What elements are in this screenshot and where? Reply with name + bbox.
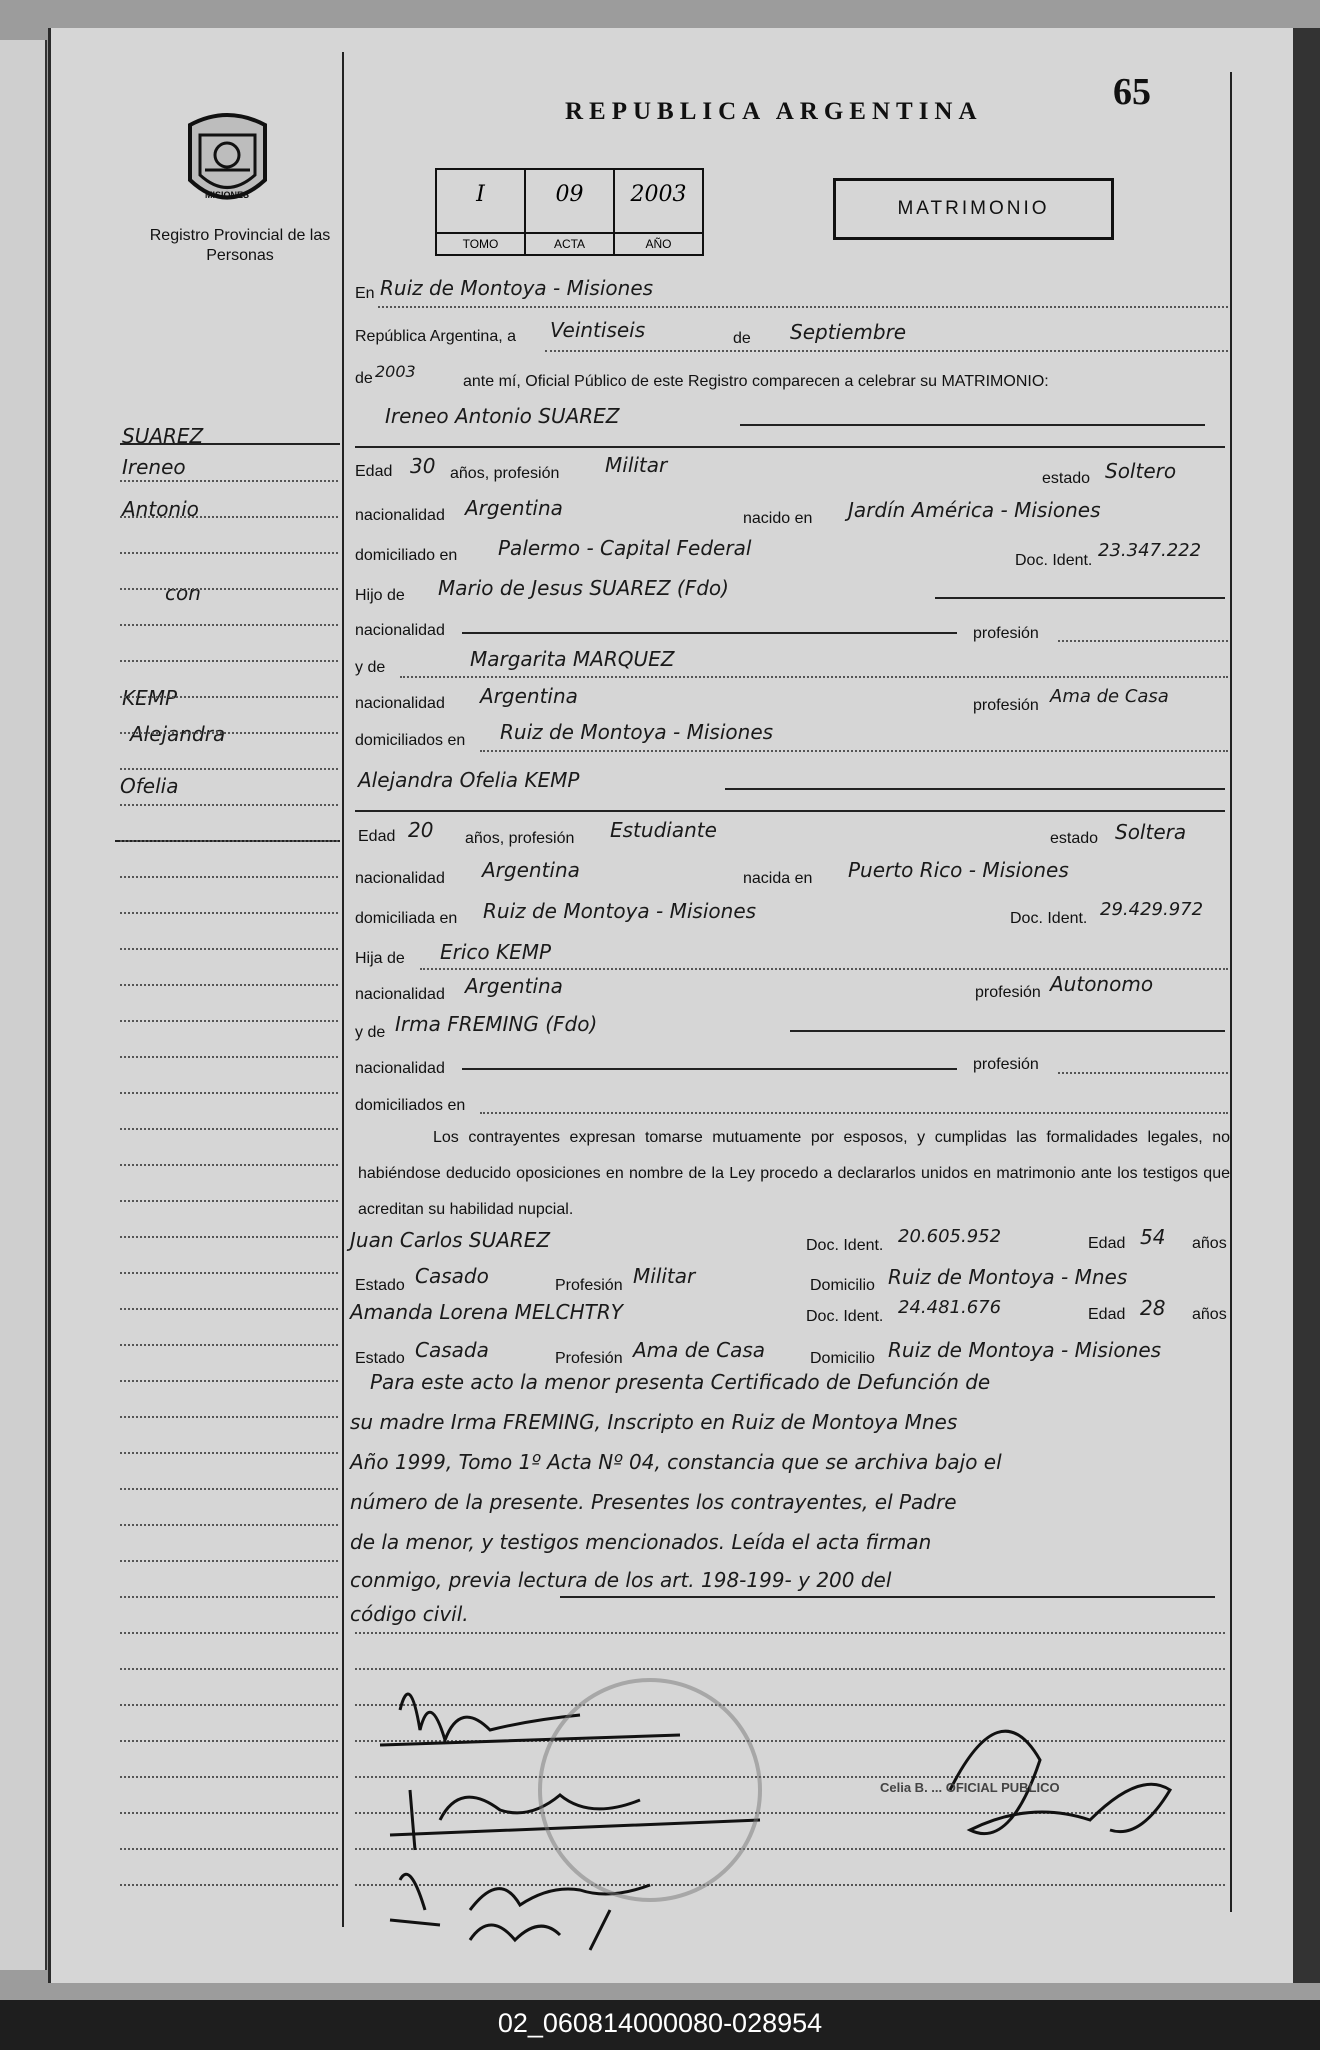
ruled-line [120, 768, 338, 770]
bride-padre: Erico KEMP [440, 940, 552, 964]
legal-declaration: Los contrayentes expresan tomarse mutuamente por esposos, y cumplidas las formalidades legales, no habiéndose deducido oposiciones en nombre de la Ley procedo a declararlos unidos en matrimonio ante los testigos que acreditan su habilidad nupcial. [358, 1129, 1230, 1218]
anio-label: AÑO [615, 232, 702, 254]
record-id-box [435, 168, 704, 256]
witness2-estado: Casada [415, 1338, 489, 1362]
signature-bride [390, 1790, 760, 1850]
note-line-1: Para este acto la menor presenta Certificado de Defunción de [370, 1370, 991, 1394]
bride-nacida-en: Puerto Rico - Misiones [848, 858, 1069, 882]
groom-profesion: Militar [605, 453, 668, 477]
bride-domicilio: Ruiz de Montoya - Misiones [483, 899, 757, 923]
witness1-estado: Casado [415, 1264, 489, 1288]
ruled-line [120, 1668, 338, 1670]
acta-value: 09 [555, 182, 584, 207]
witness2-anos: años [1192, 1306, 1227, 1323]
ruled-line [120, 1092, 338, 1094]
bride-padre-prof: Autonomo [1050, 972, 1154, 996]
intro-rest: ante mí, Oficial Público de este Registro comparecen a celebrar su MATRIMONIO: [463, 373, 1049, 390]
tomo-label: TOMO [437, 232, 524, 254]
groom-padres-dom-label: domiciliados en [355, 732, 466, 749]
ruled-line [120, 1020, 338, 1022]
groom-padre-nac-label: nacionalidad [355, 622, 445, 639]
groom-madre: Margarita MARQUEZ [470, 647, 675, 671]
ruled-line [120, 1200, 338, 1202]
act-type-box: MATRIMONIO [833, 178, 1114, 240]
groom-madre-nac: Argentina [480, 684, 578, 708]
bride-estado: Soltera [1115, 820, 1187, 844]
anio-value: 2003 [630, 182, 687, 207]
ruled-line [120, 1452, 338, 1454]
groom-estado: Soltero [1105, 459, 1177, 483]
witness1-doc-label: Doc. Ident. [806, 1237, 884, 1254]
margin-groom-name2: Antonio [122, 497, 199, 521]
witness2-domicilio: Ruiz de Montoya - Misiones [888, 1338, 1162, 1362]
bride-nac-label: nacionalidad [355, 870, 445, 887]
witness1-name: Juan Carlos SUAREZ [350, 1228, 551, 1252]
witness2-doc-label: Doc. Ident. [806, 1308, 884, 1325]
bride-doc-label: Doc. Ident. [1010, 910, 1088, 927]
hijo-label: Hijo de [355, 587, 405, 604]
witness1-profesion: Militar [633, 1264, 696, 1288]
ruled-line [120, 1344, 338, 1346]
month-value: Septiembre [790, 320, 907, 344]
ruled-line [120, 876, 338, 878]
groom-doc-label: Doc. Ident. [1015, 552, 1093, 569]
witness2-edad-label: Edad [1088, 1306, 1126, 1323]
ruled-line [120, 1128, 338, 1130]
witness2-edad: 28 [1140, 1296, 1166, 1320]
ruled-line [120, 1272, 338, 1274]
bride-estado-label: estado [1050, 830, 1099, 847]
ruled-line [120, 1740, 338, 1742]
margin-bride-name2: Ofelia [120, 774, 179, 798]
witness2-dom-label: Domicilio [810, 1350, 875, 1367]
groom-yde-label: y de [355, 659, 386, 676]
bride-madre-prof-label: profesión [973, 1056, 1039, 1073]
note-line-6: conmigo, previa lectura de los art. 198-199- y 200 del [350, 1568, 892, 1592]
groom-doc: 23.347.222 [1098, 540, 1202, 561]
de-label: de [733, 330, 751, 347]
bride-dom-label: domiciliada en [355, 910, 458, 927]
bride-nacida-label: nacida en [743, 870, 813, 887]
groom-estado-label: estado [1042, 470, 1091, 487]
groom-madre-prof-label: profesión [973, 697, 1039, 714]
margin-divider [342, 52, 344, 1927]
ruled-line [120, 624, 338, 626]
book-spine [1293, 28, 1320, 1983]
witness2-profesion: Ama de Casa [633, 1338, 766, 1362]
ruled-line [120, 1380, 338, 1382]
groom-nacido-label: nacido en [743, 510, 813, 527]
bride-padre-nac: Argentina [465, 974, 563, 998]
ruled-line [120, 912, 338, 914]
note-line-4: número de la presente. Presentes los contrayentes, el Padre [350, 1490, 957, 1514]
official-stamp-circle [540, 1680, 760, 1900]
ruled-line [120, 804, 338, 806]
groom-madre-nac-label: nacionalidad [355, 695, 445, 712]
seal-text: MISIONES [204, 190, 250, 200]
ruled-line [120, 480, 338, 482]
day-value: Veintiseis [550, 318, 646, 342]
witness1-anos: años [1192, 1235, 1227, 1252]
witness2-doc: 24.481.676 [898, 1297, 1002, 1318]
ruled-line [120, 1704, 338, 1706]
ruled-line [120, 1056, 338, 1058]
hija-label: Hija de [355, 950, 405, 967]
ruled-line [120, 840, 338, 842]
ruled-line [120, 732, 338, 734]
witness1-doc: 20.605.952 [898, 1226, 1002, 1247]
page-number: 65 [1113, 71, 1151, 113]
bride-doc: 29.429.972 [1100, 899, 1204, 920]
groom-edad: 30 [410, 454, 436, 478]
margin-con: con [165, 581, 201, 605]
witness1-dom-label: Domicilio [810, 1277, 875, 1294]
right-border [1230, 72, 1232, 1912]
witness1-prof-label: Profesión [555, 1277, 623, 1294]
bride-yde-label: y de [355, 1024, 386, 1041]
bride-madre-nac-label: nacionalidad [355, 1060, 445, 1077]
ruled-line [120, 1416, 338, 1418]
ruled-line [120, 660, 338, 662]
signatures [350, 1670, 1230, 1965]
bride-padres-dom-label: domiciliados en [355, 1097, 466, 1114]
document-title: REPUBLICA ARGENTINA [565, 98, 983, 125]
ruled-line [120, 1308, 338, 1310]
groom-dom-label: domiciliado en [355, 547, 458, 564]
witness1-edad-label: Edad [1088, 1235, 1126, 1252]
ruled-line [120, 1164, 338, 1166]
note-line-3: Año 1999, Tomo 1º Acta Nº 04, constancia que se archiva bajo el [350, 1450, 1002, 1474]
bride-profesion: Estudiante [610, 818, 717, 842]
ruled-line [120, 516, 338, 518]
groom-nacionalidad: Argentina [465, 496, 563, 520]
ruled-line [120, 948, 338, 950]
note-line-5: de la menor, y testigos mencionados. Leída el acta firman [350, 1530, 932, 1554]
bride-edad: 20 [408, 818, 434, 842]
bride-madre: Irma FREMING (Fdo) [395, 1012, 598, 1036]
signature-witness2 [390, 1910, 610, 1950]
ruled-line [120, 1488, 338, 1490]
groom-full-name: Ireneo Antonio SUAREZ [385, 404, 620, 428]
groom-edad-label: Edad [355, 463, 393, 480]
witness2-prof-label: Profesión [555, 1350, 623, 1367]
bride-prof-label: años, profesión [465, 830, 575, 847]
groom-domicilio: Palermo - Capital Federal [498, 536, 752, 560]
witness2-estado-label: Estado [355, 1350, 405, 1367]
ruled-line [355, 1632, 1225, 1634]
acta-label: ACTA [526, 232, 613, 254]
margin-groom-surname: SUAREZ [122, 424, 204, 448]
bride-padre-nac-label: nacionalidad [355, 986, 445, 1003]
en-label: En [355, 285, 375, 302]
groom-nac-label: nacionalidad [355, 507, 445, 524]
margin-groom-name1: Ireneo [122, 455, 186, 479]
year-value: 2003 [375, 362, 416, 381]
tomo-value: I [476, 182, 485, 207]
republica-label: República Argentina, a [355, 328, 516, 345]
registry-name: Registro Provincial de las Personas [149, 227, 331, 264]
note-line-2: su madre Irma FREMING, Inscripto en Ruiz de Montoya Mnes [350, 1410, 958, 1434]
ruled-line [120, 552, 338, 554]
witness2-name: Amanda Lorena MELCHTRY [350, 1300, 623, 1324]
ruled-line [120, 1236, 338, 1238]
previous-page-edge [0, 40, 47, 1970]
ruled-line [120, 588, 338, 590]
groom-padre-prof-label: profesión [973, 625, 1039, 642]
margin-bride-name1: Alejandra [130, 722, 226, 746]
bride-full-name: Alejandra Ofelia KEMP [358, 768, 580, 792]
witness1-edad: 54 [1140, 1225, 1166, 1249]
ruled-line [120, 1848, 338, 1850]
witness1-estado-label: Estado [355, 1277, 405, 1294]
ruled-line [120, 1812, 338, 1814]
groom-prof-label: años, profesión [450, 465, 560, 482]
groom-nacido-en: Jardín América - Misiones [848, 498, 1101, 522]
ruled-line [120, 1776, 338, 1778]
margin-bride-surname: KEMP [122, 686, 178, 710]
ruled-line [120, 1596, 338, 1598]
groom-padres-dom: Ruiz de Montoya - Misiones [500, 720, 774, 744]
de2-label: de [355, 370, 373, 387]
scan-id-footer: 02_060814000080-028954 [0, 2003, 1320, 2050]
ruled-line [120, 1632, 338, 1634]
signature-groom [380, 1694, 680, 1745]
groom-madre-prof: Ama de Casa [1050, 686, 1169, 707]
ruled-line [120, 1884, 338, 1886]
ruled-line [120, 1524, 338, 1526]
ruled-line [120, 696, 338, 698]
bride-edad-label: Edad [358, 828, 396, 845]
place-value: Ruiz de Montoya - Misiones [380, 276, 654, 300]
ruled-line [120, 1560, 338, 1562]
note-line-7: código civil. [350, 1602, 469, 1626]
bride-nacionalidad: Argentina [482, 858, 580, 882]
groom-padre: Mario de Jesus SUAREZ (Fdo) [438, 576, 729, 600]
provincial-seal [180, 110, 275, 215]
official-stamp-text: Celia B. ... OFICIAL PUBLICO [880, 1780, 1060, 1795]
witness1-domicilio: Ruiz de Montoya - Mnes [888, 1265, 1128, 1289]
bride-padre-prof-label: profesión [975, 984, 1041, 1001]
ruled-line [120, 984, 338, 986]
